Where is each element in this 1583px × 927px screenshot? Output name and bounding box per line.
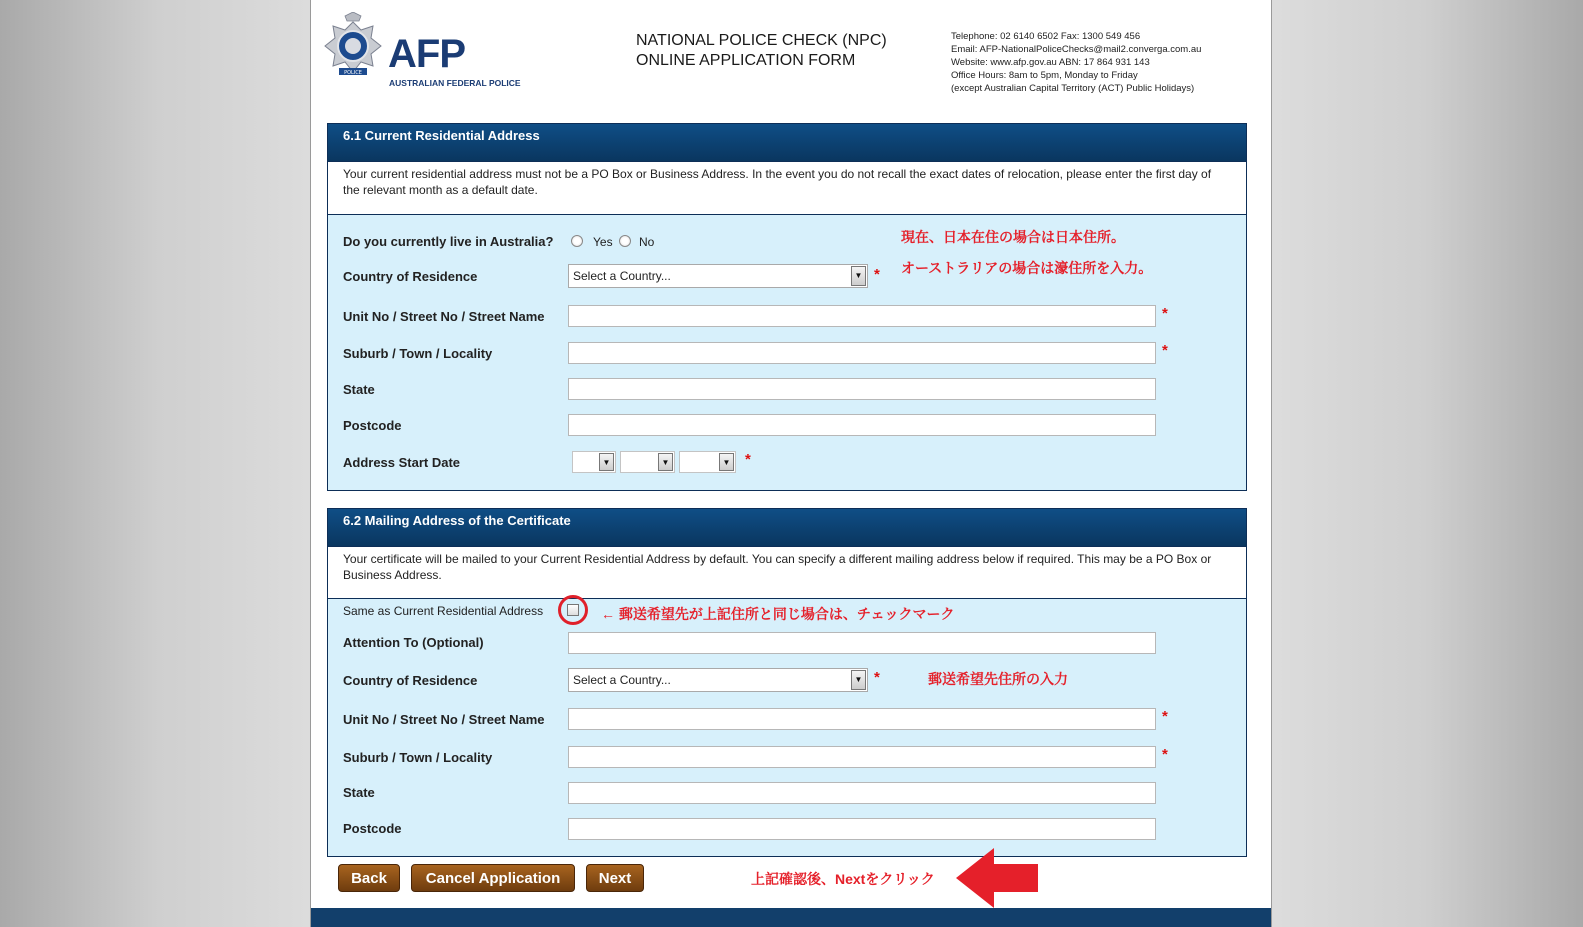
suburb-label: Suburb / Town / Locality xyxy=(343,750,493,765)
postcode-input[interactable] xyxy=(568,818,1156,840)
state-input[interactable] xyxy=(568,782,1156,804)
start-day-select[interactable] xyxy=(572,451,616,473)
section-body xyxy=(328,599,1246,856)
required-marker: * xyxy=(874,669,880,686)
section-title: 6.2 Mailing Address of the Certificate xyxy=(328,509,1246,546)
afp-logo xyxy=(321,12,521,94)
annotation-checkbox-hint: ← 郵送希望先が上記住所と同じ場合は、チェックマーク xyxy=(601,606,955,622)
start-date-label: Address Start Date xyxy=(343,455,461,470)
live-in-australia-label: Do you currently live in Australia? xyxy=(343,234,554,249)
required-marker: * xyxy=(1162,708,1168,725)
country-select[interactable] xyxy=(568,264,868,288)
chevron-down-icon: ▼ xyxy=(658,453,673,471)
start-year-select[interactable] xyxy=(679,451,736,473)
form-title-line1: NATIONAL POLICE CHECK (NPC) xyxy=(636,32,887,49)
chevron-down-icon: ▼ xyxy=(851,670,866,690)
start-month-select[interactable] xyxy=(620,451,675,473)
logo-full-name: AUSTRALIAN FEDERAL POLICE xyxy=(389,78,521,88)
suburb-input[interactable] xyxy=(568,746,1156,768)
country-select[interactable] xyxy=(568,668,868,692)
street-label: Unit No / Street No / Street Name xyxy=(343,712,545,727)
contact-line: Website: www.afp.gov.au ABN: 17 864 931 143 xyxy=(951,57,1150,68)
suburb-label: Suburb / Town / Locality xyxy=(343,346,493,361)
required-marker: * xyxy=(1162,342,1168,359)
suburb-input[interactable] xyxy=(568,342,1156,364)
postcode-label: Postcode xyxy=(343,418,402,433)
country-select-value: Select a Country... xyxy=(573,269,671,283)
required-marker: * xyxy=(1162,746,1168,763)
svg-text:POLICE: POLICE xyxy=(344,70,362,76)
annotation-japan-address: 現在、日本在住の場合は日本住所。 xyxy=(901,229,1125,245)
form-title xyxy=(636,31,887,71)
required-marker: * xyxy=(874,266,880,283)
street-label: Unit No / Street No / Street Name xyxy=(343,309,545,324)
contact-line: Email: AFP-NationalPoliceChecks@mail2.converga.com.au xyxy=(951,44,1202,55)
contact-line: (except Australian Capital Territory (ACT) Public Holidays) xyxy=(951,83,1195,94)
street-input[interactable] xyxy=(568,305,1156,327)
state-label: State xyxy=(343,785,375,800)
page-container xyxy=(310,0,1272,927)
contact-line: Telephone: 02 6140 6502 Fax: 1300 549 456 xyxy=(951,31,1141,42)
postcode-input[interactable] xyxy=(568,414,1156,436)
country-label: Country of Residence xyxy=(343,269,478,284)
required-marker: * xyxy=(1162,305,1168,322)
attention-input[interactable] xyxy=(568,632,1156,654)
annotation-click-next: 上記確認後、Nextをクリック xyxy=(751,871,935,887)
form-title-line2: ONLINE APPLICATION FORM xyxy=(636,52,856,69)
chevron-down-icon: ▼ xyxy=(719,453,734,471)
left-arrow-icon xyxy=(956,848,1038,908)
yes-radio[interactable] xyxy=(571,235,583,247)
section-mailing-address xyxy=(327,508,1247,857)
required-marker: * xyxy=(745,451,751,468)
next-button[interactable]: Next xyxy=(586,864,644,892)
contact-line: Office Hours: 8am to 5pm, Monday to Friday xyxy=(951,70,1138,81)
state-label: State xyxy=(343,382,375,397)
cancel-application-button[interactable]: Cancel Application xyxy=(411,864,575,892)
attention-label: Attention To (Optional) xyxy=(343,635,484,650)
police-badge-icon xyxy=(321,12,385,90)
same-as-label: Same as Current Residential Address xyxy=(343,604,544,618)
yes-label: Yes xyxy=(593,235,613,249)
country-select-value: Select a Country... xyxy=(573,673,671,687)
country-label: Country of Residence xyxy=(343,673,478,688)
highlight-circle xyxy=(558,595,588,625)
footer-bar xyxy=(311,908,1271,927)
state-input[interactable] xyxy=(568,378,1156,400)
annotation-mailing-address: 郵送希望先住所の入力 xyxy=(928,671,1068,687)
section-intro: Your certificate will be mailed to your Current Residential Address by default. You can specify a different mailing address below if required. This may be a PO Box or Business Address. xyxy=(328,546,1246,599)
section-title: 6.1 Current Residential Address xyxy=(328,124,1246,161)
section-body xyxy=(328,215,1246,490)
postcode-label: Postcode xyxy=(343,821,402,836)
logo-abbreviation: AFP xyxy=(388,32,465,76)
back-button[interactable]: Back xyxy=(338,864,400,892)
section-current-residential-address xyxy=(327,123,1247,491)
chevron-down-icon: ▼ xyxy=(599,453,614,471)
annotation-australia-address: オーストラリアの場合は濠住所を入力。 xyxy=(901,260,1153,276)
contact-info xyxy=(951,30,1201,95)
no-radio[interactable] xyxy=(619,235,631,247)
chevron-down-icon: ▼ xyxy=(851,266,866,286)
section-intro: Your current residential address must not be a PO Box or Business Address. In the event you do not recall the exact dates of relocation, please enter the first day of the relevant month as a default date. xyxy=(328,161,1246,215)
street-input[interactable] xyxy=(568,708,1156,730)
no-label: No xyxy=(639,235,655,249)
